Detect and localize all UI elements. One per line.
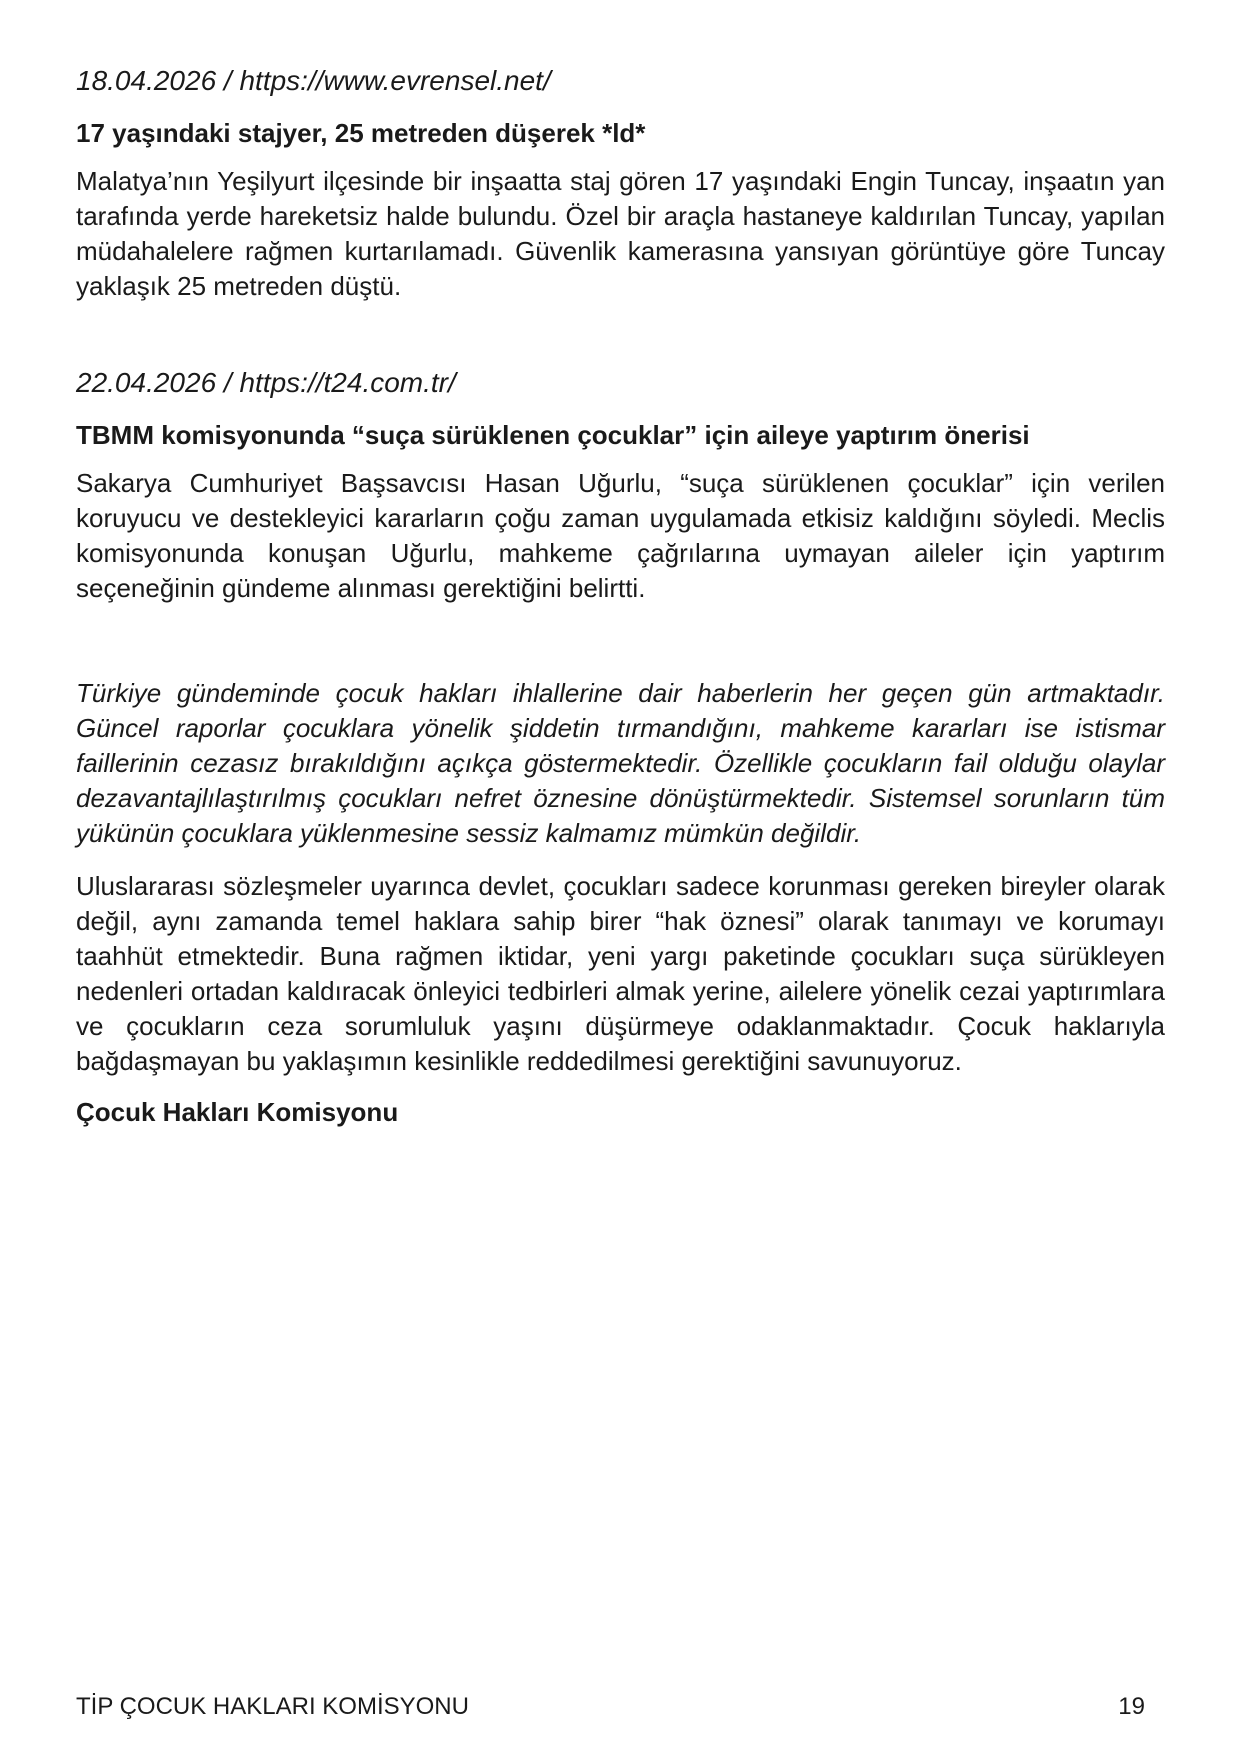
document-page	[76, 64, 1165, 1129]
news-body: Malatya’nın Yeşilyurt ilçesinde bir inşaatta staj gören 17 yaşındaki Engin Tuncay, inşaatın yan tarafında yerde hareketsiz halde bulundu. Özel bir araçla hastaneye kaldırılan Tuncay, yapılan müdahalelere rağmen kurtarılamadı. Güvenlik kamerasına yansıyan görüntüye göre Tuncay yaklaşık 25 metreden düştü.	[76, 166, 1165, 301]
news-source-date-url: 22.04.2026 / https://t24.com.tr/	[76, 367, 456, 398]
news-body: Sakarya Cumhuriyet Başsavcısı Hasan Uğurlu, “suça sürüklenen çocuklar” için verilen koruyucu ve destekleyici kararların çoğu zaman uygulamada etkisiz kaldığını söyledi. Meclis komisyonunda konuşan Uğurlu, mahkeme çağrılarına uymayan aileler için yaptırım seçeneğinin gündeme alınması gerektiğini belirtti.	[76, 468, 1165, 603]
statement-italic-paragraph: Türkiye gündeminde çocuk hakları ihlallerine dair haberlerin her geçen gün artmaktadır. Güncel raporlar çocuklara yönelik şiddetin tırmandığını, mahkeme kararları ise istismar faillerinin cezasız bırakıldığını açıkça göstermektedir. Özellikle çocukların fail olduğu olaylar dezavantajlılaştırılmış çocukları nefret öznesine dönüştürmektedir. Sistemsel sorunların tüm yükünün çocuklara yüklenmesine sessiz kalmamız mümkün değildir.	[76, 678, 1165, 848]
page-number: 19	[1118, 1693, 1145, 1720]
news-headline: 17 yaşındaki stajyer, 25 metreden düşerek *ld*	[76, 118, 646, 148]
statement-paragraph: Uluslararası sözleşmeler uyarınca devlet, çocukları sadece korunması gereken bireyler olarak değil, aynı zamanda temel haklara sahip birer “hak öznesi” olarak tanımayı ve korumayı taahhüt etmektedir. Buna rağmen iktidar, yeni yargı paketinde çocukları suça sürükleyen nedenleri ortadan kaldıracak önleyici tedbirleri almak yerine, ailelere yönelik cezai yaptırımlara ve çocukların ceza sorumluluk yaşını düşürmeye odaklanmaktadır. Çocuk haklarıyla bağdaşmayan bu yaklaşımın kesinlikle reddedilmesi gerektiğini savunuyoruz.	[76, 871, 1165, 1076]
page-footer	[76, 1692, 1145, 1722]
footer-organization: TİP ÇOCUK HAKLARI KOMİSYONU	[76, 1693, 469, 1720]
news-source-date-url: 18.04.2026 / https://www.evrensel.net/	[76, 65, 551, 96]
news-item	[76, 366, 1165, 606]
news-item	[76, 64, 1165, 304]
news-headline: TBMM komisyonunda “suça sürüklenen çocuklar” için aileye yaptırım önerisi	[76, 420, 1030, 450]
statement-signature: Çocuk Hakları Komisyonu	[76, 1097, 399, 1127]
commission-statement	[76, 676, 1165, 1129]
